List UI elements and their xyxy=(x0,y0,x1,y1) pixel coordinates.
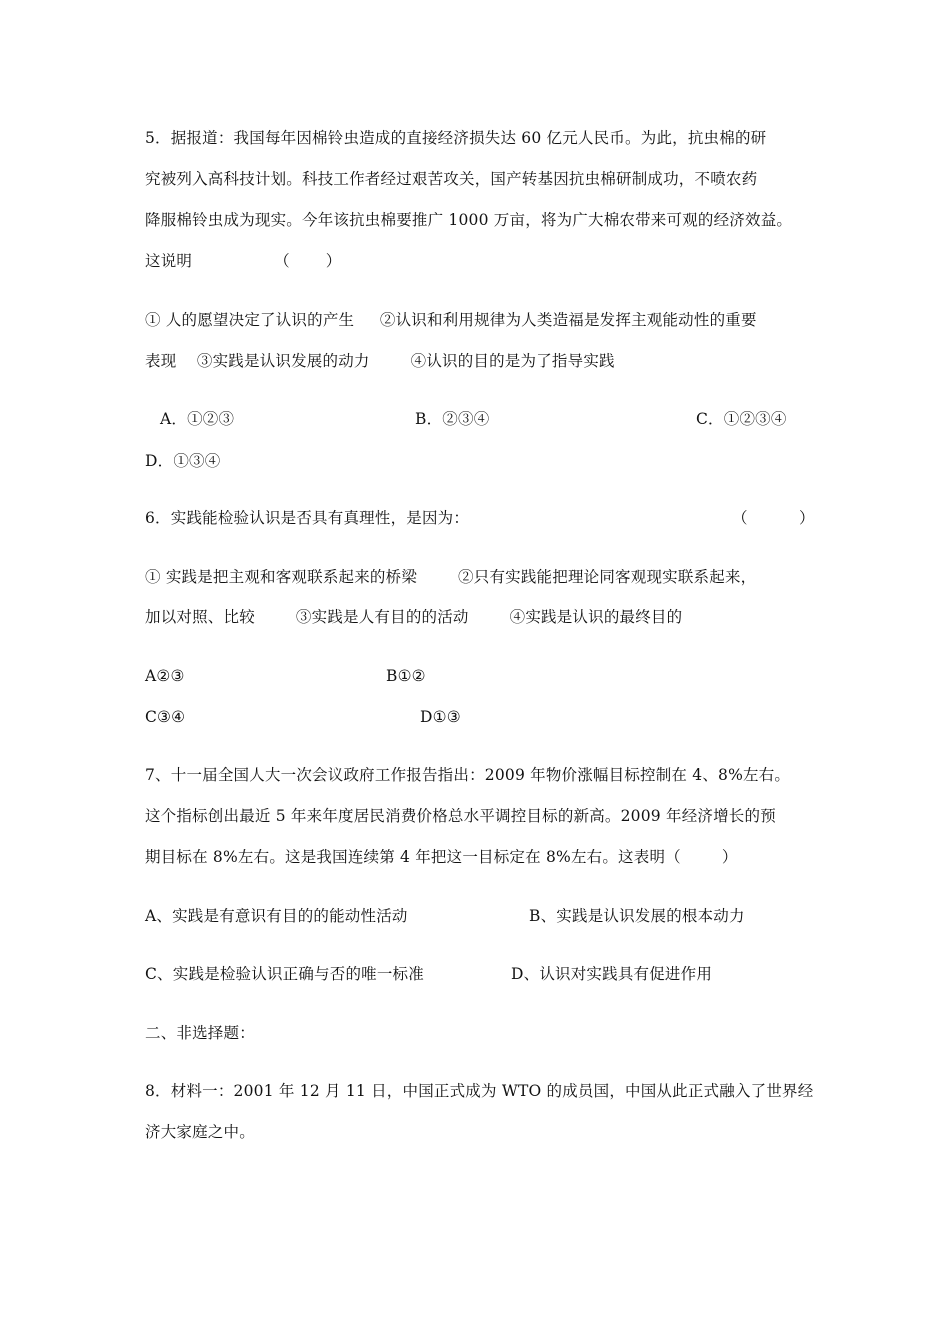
q5-stem-line-1: 5．据报道：我国每年因棉铃虫造成的直接经济损失达 60 亿元人民币。为此，抗虫棉的研 xyxy=(145,129,767,147)
q5-statements-line-2: 表现 ③实践是认识发展的动力 ④认识的目的是为了指导实践 xyxy=(145,352,615,370)
q5-stem-line-3: 降服棉铃虫成为现实。今年该抗虫棉要推广 1000 万亩，将为广大棉农带来可观的经济效益。 xyxy=(145,211,793,229)
q6-option-a: A②③ xyxy=(145,667,185,685)
q5-statements-line-1: ① 人的愿望决定了认识的产生 ②认识和利用规律为人类造福是发挥主观能动性的重要 xyxy=(145,311,757,329)
q7-stem-line-3: 期目标在 8%左右。这是我国连续第 4 年把这一目标定在 8%左右。这表明（ ） xyxy=(145,848,738,866)
q7-option-a: A、实践是有意识有目的的能动性活动 xyxy=(145,907,408,925)
q7-option-b: B、实践是认识发展的根本动力 xyxy=(529,907,745,925)
q6-option-c: C③④ xyxy=(145,708,186,726)
q5-stem-line-4: 这说明 （ ） xyxy=(145,252,342,270)
q8-stem-line-1: 8．材料一：2001 年 12 月 11 日，中国正式成为 WTO 的成员国，中国从此正式融入了世界经 xyxy=(145,1082,814,1100)
q7-option-d: D、认识对实践具有促进作用 xyxy=(511,965,713,983)
q5-option-b: B．②③④ xyxy=(415,410,490,428)
q5-stem-line-2: 究被列入高科技计划。科技工作者经过艰苦攻关，国产转基因抗虫棉研制成功，不喷农药 xyxy=(145,170,758,188)
q6-statements-line-2: 加以对照、比较 ③实践是人有目的的活动 ④实践是认识的最终目的 xyxy=(145,608,683,626)
q7-stem-line-1: 7、十一届全国人大一次会议政府工作报告指出：2009 年物价涨幅目标控制在 4、8%左右。 xyxy=(145,766,791,784)
section-heading: 二、非选择题： xyxy=(145,1024,255,1042)
q5-option-a: A．①②③ xyxy=(160,410,235,428)
q6-statements-line-1: ① 实践是把主观和客观联系起来的桥梁 ②只有实践能把理论同客观现实联系起来， xyxy=(145,568,757,586)
q6-option-b: B①② xyxy=(386,667,426,685)
q5-option-c: C．①②③④ xyxy=(696,410,787,428)
q6-answer-paren: （ ） xyxy=(732,509,815,527)
q6-option-d: D①③ xyxy=(420,708,461,726)
q7-stem-line-2: 这个指标创出最近 5 年来年度居民消费价格总水平调控目标的新高。2009 年经济增长的预 xyxy=(145,807,776,825)
q5-option-d: D．①③④ xyxy=(145,452,221,470)
q6-stem: 6．实践能检验认识是否具有真理性，是因为： xyxy=(145,509,470,527)
q8-stem-line-2: 济大家庭之中。 xyxy=(145,1123,255,1141)
q7-option-c: C、实践是检验认识正确与否的唯一标准 xyxy=(145,965,424,983)
